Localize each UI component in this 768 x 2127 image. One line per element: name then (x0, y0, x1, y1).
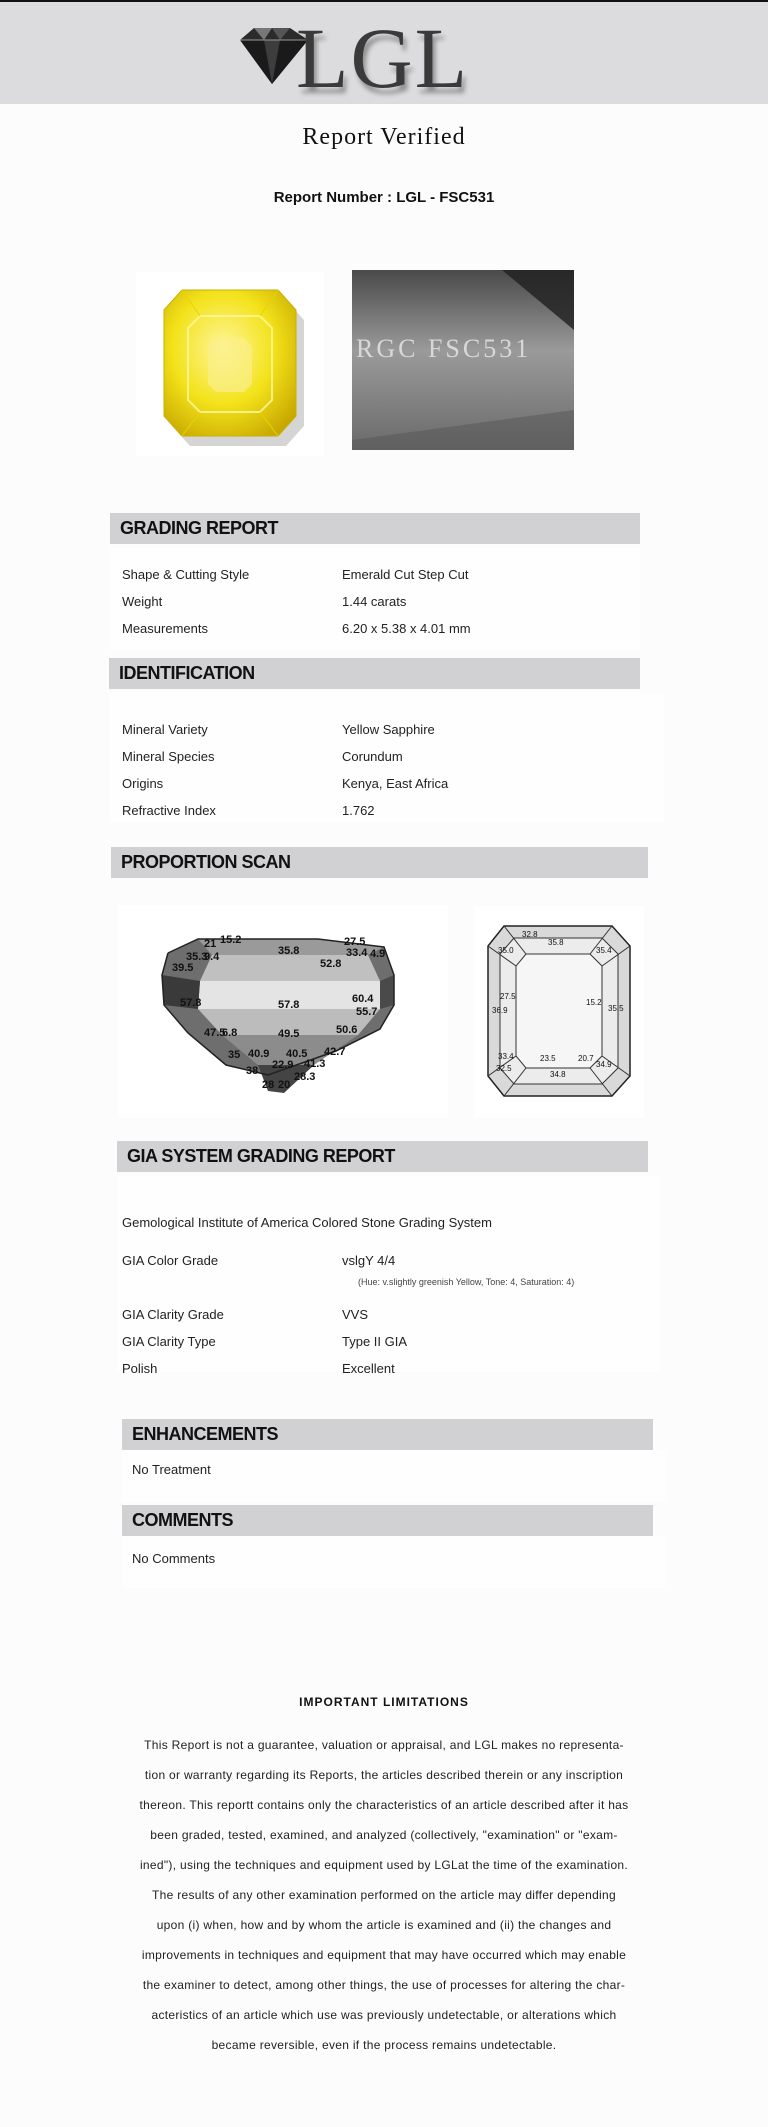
side-label: 57.8 (278, 999, 300, 1011)
inscription-photo (352, 270, 574, 450)
top-label: 36.9 (492, 1006, 508, 1015)
weight-value: 1.44 carats (342, 594, 407, 609)
gia-color-note: (Hue: v.slightly greenish Yellow, Tone: 4, Saturation: 4) (358, 1277, 575, 1287)
measurements-label: Measurements (122, 621, 208, 636)
limitations-line: acteristics of an article which use was previously undetectable, or alterations which (151, 2008, 617, 2022)
limitations-line: upon (i) when, how and by whom the article is examined and (ii) the changes and (156, 1918, 612, 1932)
top-label: 34.8 (550, 1070, 566, 1079)
report-number: Report Number : LGL - FSC531 (273, 189, 495, 206)
side-label: 35 (228, 1049, 241, 1061)
top-label: 23.5 (540, 1054, 556, 1063)
polish-label: Polish (122, 1361, 158, 1376)
gia-clarity-type-value: Type II GIA (342, 1334, 408, 1349)
side-label: 57.8 (180, 997, 202, 1009)
limitations-line: This Report is not a guarantee, valuation or appraisal, and LGL makes no representa- (144, 1738, 624, 1752)
side-label: 60.4 (352, 993, 374, 1005)
origins-value: Kenya, East Africa (342, 776, 449, 791)
origins-label: Origins (122, 776, 164, 791)
side-label: 41.3 (304, 1058, 326, 1070)
side-label: 27.5 (344, 936, 366, 948)
side-label: 35.3 (186, 951, 208, 963)
limitations-heading: IMPORTANT LIMITATIONS (299, 1695, 469, 1709)
weight-label: Weight (122, 594, 163, 609)
side-label: 35.8 (278, 945, 300, 957)
side-label: 40.9 (248, 1048, 270, 1060)
top-view-diagram (474, 906, 644, 1118)
limitations-line: became reversible, even if the process remains undetectable. (211, 2038, 557, 2052)
top-label: 33.4 (498, 1052, 514, 1061)
page-title: Report Verified (302, 124, 466, 150)
proportion-scan-heading: PROPORTION SCAN (111, 847, 648, 878)
side-label: 39.5 (172, 962, 194, 974)
shape-value: Emerald Cut Step Cut (342, 567, 469, 582)
comments-value: No Comments (132, 1551, 216, 1566)
gia-system-text: Gemological Institute of America Colored Stone Grading System (122, 1215, 492, 1230)
side-label: 49.5 (278, 1028, 300, 1040)
limitations-line: the examiner to detect, among other things, the use of processes for altering the char- (142, 1978, 626, 1992)
limitations-line: been graded, tested, examined, and analyzed (collectively, "examination" or "exam- (150, 1828, 618, 1842)
limitations-line: improvements in techniques and equipment that may have occurred which may enable (141, 1948, 627, 1962)
gemstone-photo (136, 272, 324, 456)
inscription-text: RGC FSC531 (356, 334, 532, 363)
top-label: 35.0 (498, 946, 514, 955)
gia-color-label: GIA Color Grade (122, 1253, 219, 1268)
limitations-line: tion or warranty regarding its Reports, the articles described therein or any inscription (144, 1768, 624, 1782)
side-label: 9.4 (204, 951, 220, 963)
top-label: 20.7 (578, 1054, 594, 1063)
top-label: 35.5 (608, 1004, 624, 1013)
polish-value: Excellent (342, 1361, 395, 1376)
limitations-line: thereon. This reportt contains only the characteristics of an article described after it has (139, 1798, 629, 1812)
gia-clarity-grade-label: GIA Clarity Grade (122, 1307, 224, 1322)
gia-clarity-type-label: GIA Clarity Type (122, 1334, 216, 1349)
side-label: 28.3 (294, 1071, 316, 1083)
lgl-logo[interactable] (232, 10, 492, 106)
side-label: 52.8 (320, 958, 342, 970)
mineral-species-label: Mineral Species (122, 749, 215, 764)
side-label: 40.5 (286, 1048, 308, 1060)
logo-text: LGL (296, 10, 470, 106)
top-label: 35.4 (596, 946, 612, 955)
grading-report-heading: GRADING REPORT (110, 513, 640, 544)
limitations-line: The results of any other examination performed on the article may differ depending (152, 1888, 616, 1902)
limitations-line: ined"), using the techniques and equipment used by LGLat the time of the examination. (139, 1858, 629, 1872)
measurements-value: 6.20 x 5.38 x 4.01 mm (342, 621, 471, 636)
side-label: 20 (278, 1079, 291, 1091)
refractive-index-label: Refractive Index (122, 803, 216, 818)
side-label: 15.2 (220, 934, 242, 946)
side-label: 28 (262, 1079, 275, 1091)
side-label: 55.7 (356, 1006, 378, 1018)
comments-heading: COMMENTS (122, 1505, 653, 1536)
side-label: 6.8 (222, 1027, 238, 1039)
gia-color-value: vslgY 4/4 (342, 1253, 396, 1268)
top-label: 32.5 (496, 1064, 512, 1073)
side-label: 50.6 (336, 1024, 358, 1036)
top-label: 32.8 (522, 930, 538, 939)
gia-clarity-grade-value: VVS (342, 1307, 369, 1322)
side-label: 21 (204, 938, 217, 950)
side-label: 4.9 (370, 948, 386, 960)
enhancements-heading: ENHANCEMENTS (122, 1419, 653, 1450)
side-label: 33.4 (346, 947, 368, 959)
refractive-index-value: 1.762 (342, 803, 375, 818)
enhancements-value: No Treatment (132, 1462, 211, 1477)
gia-heading: GIA SYSTEM GRADING REPORT (117, 1141, 648, 1172)
side-label: 47.5 (204, 1027, 226, 1039)
identification-heading: IDENTIFICATION (109, 658, 640, 689)
top-label: 27.5 (500, 992, 516, 1001)
top-label: 15.2 (586, 998, 602, 1007)
header-banner (0, 0, 768, 104)
top-label: 34.9 (596, 1060, 612, 1069)
mineral-variety-value: Yellow Sapphire (342, 722, 435, 737)
mineral-species-value: Corundum (342, 749, 403, 764)
side-profile-diagram (118, 905, 448, 1118)
mineral-variety-label: Mineral Variety (122, 722, 208, 737)
side-label: 22.9 (272, 1059, 294, 1071)
shape-label: Shape & Cutting Style (122, 567, 250, 582)
side-label: 42.7 (324, 1046, 346, 1058)
top-label: 35.8 (548, 938, 564, 947)
side-label: 38 (246, 1065, 259, 1077)
